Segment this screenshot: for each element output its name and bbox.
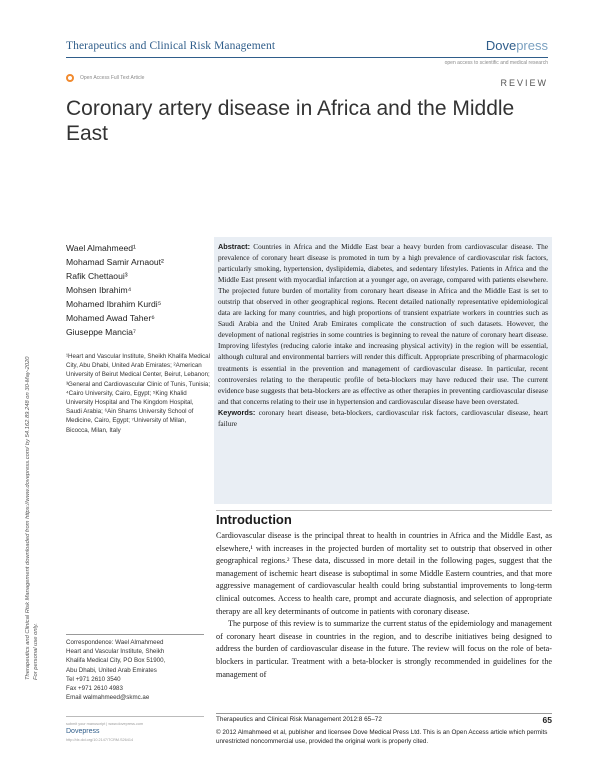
- footer-publisher-logo: Dovepress: [66, 728, 100, 735]
- author-list: [66, 241, 206, 339]
- keywords-label: Keywords:: [218, 407, 256, 417]
- watermark-line-2: For personal use only.: [33, 623, 39, 680]
- abstract-label: Abstract:: [218, 242, 251, 251]
- journal-title: Therapeutics and Clinical Risk Management: [66, 40, 276, 52]
- correspondence-email[interactable]: Email walmahmeed@skmc.ae: [66, 694, 150, 702]
- intro-rule: [216, 510, 552, 511]
- section-label: REVIEW: [500, 78, 548, 88]
- author-name: Rafik Chettaoui³: [66, 271, 128, 281]
- footer-left: [66, 720, 204, 744]
- abstract-box: [214, 237, 552, 504]
- intro-paragraph: Cardiovascular disease is the principal threat to health in countries in Africa and the Middle East, as elsewhere,¹ with increases in the projected burden of mortality set to outstrip that observed in other geographical regions.² These data, discussed in more detail in the following pages, suggest that the management of ischemic heart disease is suboptimal in some Middle Eastern countries, and that more aggressive management of cardiovascular health could bring substantial improvements to long-term clinical outcomes. Access to health care, prompt and accurate diagnosis, and selection of appropriate therapy are all key determinants of outcome in patients with coronary disease.: [216, 531, 552, 616]
- open-access-lock-icon: [66, 74, 74, 82]
- watermark-line-1: Therapeutics and Clinical Risk Management downloaded from https://www.dovepress.com/ by 54.162.89.248 on 30-May-2020: [25, 356, 31, 680]
- doi-link[interactable]: http://dx.doi.org/10.2147/TCRM.S26414: [66, 738, 134, 742]
- intro-paragraph: The purpose of this review is to summarize the current status of the epidemiology and management of coronary heart disease in countries in the region, and to describe initiatives being designed to address the burden of cardiovascular disease in the future. The review will focus on the role of beta-blockers in particular. Treatment with a beta-blocker is strongly recommended in guidelines for the management of: [216, 619, 552, 679]
- submit-manuscript-link[interactable]: submit your manuscript | www.dovepress.com: [66, 722, 144, 726]
- correspondence-line: Fax +971 2610 4983: [66, 685, 123, 693]
- correspondence-block: [66, 638, 211, 702]
- publisher-tagline: open access to scientific and medical research: [444, 60, 548, 66]
- abstract-text: [218, 241, 548, 407]
- correspondence-line: Tel +971 2610 3540: [66, 675, 121, 683]
- article-title: Coronary artery disease in Africa and the Middle East: [66, 97, 515, 145]
- correspondence-line: Correspondence: Wael Almahmeed: [66, 639, 164, 646]
- keywords-body: coronary heart disease, beta-blockers, cardiovascular risk factors, cardiovascular disease, heart failure: [218, 407, 548, 428]
- intro-body: [216, 530, 552, 681]
- page-number: 65: [542, 715, 552, 725]
- publisher-logo-light: press: [516, 38, 548, 53]
- publisher-logo: [486, 38, 548, 53]
- author-name: Wael Almahmeed¹: [66, 243, 136, 253]
- author-name: Mohamad Samir Arnaout²: [66, 257, 164, 267]
- author-name: Giuseppe Mancia⁷: [66, 327, 136, 337]
- footer-license: © 2012 Almahmeed et al, publisher and licensee Dove Medical Press Ltd. This is an Open Access article which permits unrestricted noncommercial use, provided the original work is properly cited.: [216, 729, 548, 745]
- intro-heading: Introduction: [216, 512, 292, 527]
- footer-left-rule: [66, 716, 204, 717]
- footer-citation: Therapeutics and Clinical Risk Management 2012:8 65–72: [216, 716, 382, 723]
- author-name: Mohamed Awad Taher⁶: [66, 313, 155, 323]
- correspondence-line: Heart and Vascular Institute, Sheikh: [66, 648, 165, 656]
- correspondence-rule: [66, 634, 204, 635]
- author-name: Mohamed Ibrahim Kurdi⁵: [66, 299, 162, 309]
- correspondence-line: Khalifa Medical City, PO Box 51900,: [66, 657, 166, 665]
- abstract-body: Countries in Africa and the Middle East bear a heavy burden from cardiovascular disease. The prevalence of coronary heart disease is promoted in turn by a high prevalence of cardiovascular risk factors, particularly smoking, hypertension, dyslipidemia, diabetes, and sedentary lifestyles. Patients in Africa and the Middle East present with myocardial infarction at a younger age, on average, compared with patients elsewhere. The projected future burden of mortality from coronary heart disease in Africa and the Middle East is set to outstrip that observed in other geographical regions. Recent detailed nationally representative epidemiological data are lacking for many countries, and high proportions of transient expatriate workers in countries such as Saudi Arabia and the United Arab Emirates complicate the construction of such datasets. However, the development of national registries in some countries is beginning to reveal the nature of coronary heart disease. Improving lifestyles (reducing calorie intake and increasing physical activity) in the region will be essential, although cultural and environmental barriers will render this difficult. Appropriate prescribing of pharmacologic treatments is essential in the prevention and management of cardiovascular disease. In particular, recent controversies relating to the therapeutic profile of beta-blockers may have reduced their use. The current evidence base suggests that beta-blockers are as effective as other therapies in preventing cardiovascular disease and that concerns relating to their use in hypertension and cardiovascular disease have been overstated.: [218, 242, 548, 406]
- header-rule: [66, 57, 548, 58]
- footer-rule: [216, 713, 552, 714]
- keywords: [218, 407, 548, 429]
- publisher-logo-bold: Dove: [485, 38, 517, 53]
- correspondence-line: Abu Dhabi, United Arab Emirates: [66, 666, 157, 674]
- download-watermark: [24, 120, 39, 680]
- author-name: Mohsen Ibrahim⁴: [66, 285, 132, 295]
- affiliations: ¹Heart and Vascular Institute, Sheikh Khalifa Medical City, Abu Dhabi, United Arab Emirates; ²American University of Beirut Medical Center, Beirut, Lebanon; ³General and Cardiovascular Clinic of Tunis, Tunisia; ⁴Cairo University, Cairo, Egypt; ⁵King Khalid University Hospital and The Kingdom Hospital, Saudi Arabia; ⁶Ain Shams University School of Medicine, Cairo, Egypt; ⁷University of Milan, Bicocca, Milan, Italy: [66, 353, 211, 434]
- open-access-row: [66, 74, 144, 82]
- open-access-label: Open Access Full Text Article: [80, 75, 145, 81]
